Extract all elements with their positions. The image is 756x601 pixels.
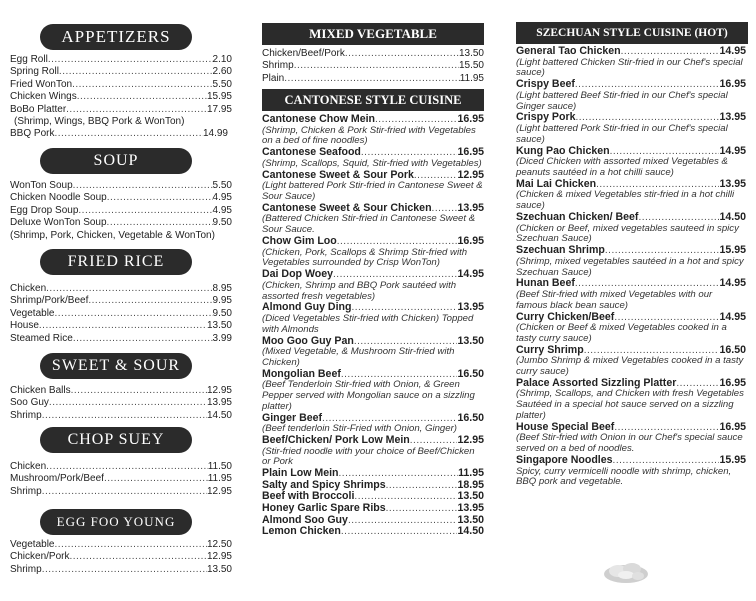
dish-description: (Chicken or Beef, mixed vegetables sauteed in spicy Szechuan Sauce) [516, 222, 739, 245]
menu-item: Shrimp ..... 15.50 [262, 60, 484, 72]
dish-name: Cantonese Chow Mein [262, 113, 376, 125]
menu-item: Vegetable ..... 12.50 [10, 539, 232, 551]
menu-item [516, 422, 746, 455]
dish-description: (Beef Stir-fried with mixed Vegetables with our famous black bean sauce) [516, 288, 713, 311]
dot-leader [621, 46, 720, 58]
dish-price: 16.95 [457, 113, 484, 125]
dish-description: (Light battered Pork Stir-fried in Cantonese Sweet & Sour Sauce) [262, 180, 483, 202]
dish-price: 14.50 [719, 210, 746, 223]
dish-name: Honey Garlic Spare Ribs [262, 502, 386, 515]
menu-item [262, 114, 484, 147]
dish-description: (Light battered Pork Stir-fried in our Chef's special sauce) [516, 122, 728, 145]
dish-price: 13.95 [719, 177, 746, 190]
menu-item: Chicken ..... 8.95 [10, 283, 232, 295]
menu-item [262, 147, 484, 169]
dish-name: General Tao Chicken [516, 45, 621, 57]
dish-price: 13.50 [457, 513, 484, 526]
dot-leader [386, 480, 458, 492]
soup-header: SOUP [40, 148, 192, 174]
menu-item-row [262, 236, 484, 248]
sweet-sour-list [10, 385, 232, 422]
dish-name: Szechuan Shrimp [516, 244, 605, 257]
dish-price: 14.95 [719, 144, 746, 157]
menu-item-row [516, 212, 746, 224]
dish-price: 14.95 [719, 277, 746, 290]
dish-name: Beef with Broccoli [262, 490, 355, 503]
dish-price: 12.95 [457, 168, 484, 181]
menu-item-row [262, 114, 484, 126]
dish-price: 16.50 [457, 367, 484, 380]
dish-name: Cantonese Sweet & Sour Pork [262, 168, 414, 181]
menu-item [516, 345, 746, 378]
dish-description: (Shrimp, mixed vegetables sautéed in a hot and spicy Szechuan Sauce) [516, 255, 744, 278]
menu-item [516, 212, 746, 245]
dish-price: 14.95 [719, 310, 746, 323]
menu-item [262, 503, 484, 515]
dot-leader [341, 526, 458, 538]
dish-description: (Beef Stir-fried with Onion in our Chef's special sauce served on a bed of noodles. [516, 432, 743, 455]
dish-name: House Special Beef [516, 420, 615, 433]
menu-item-row [262, 269, 484, 281]
dish-price: 16.95 [719, 376, 746, 389]
menu-item: Shrimp ..... 13.50 [10, 564, 232, 576]
dish-name: Singapore Noodles [516, 454, 613, 467]
dish-price: 16.95 [719, 78, 746, 91]
dish-price: 16.95 [719, 420, 746, 433]
dish-name: Dai Dop Woey [262, 268, 334, 281]
dish-name: Hunan Beef [516, 277, 575, 290]
menu-item: House ..... 13.50 [10, 320, 232, 332]
menu-item-row [516, 455, 746, 467]
menu-item: Soo Guy ..... 13.95 [10, 397, 232, 409]
dish-name: Crispy Beef [516, 78, 575, 91]
fried-rice-list [10, 283, 232, 345]
menu-item [516, 245, 746, 278]
menu-item [516, 146, 746, 179]
menu-item [516, 455, 746, 488]
dish-name: Ginger Beef [262, 411, 323, 424]
dish-price: 13.95 [719, 111, 746, 124]
appetizers-list [10, 54, 232, 141]
dish-price: 12.95 [457, 434, 484, 447]
dish-description: (Shrimp, Scallops, Squid, Stir-fried with Vegetables) [262, 157, 482, 169]
dish-description: (Battered Chicken Stir-fried in Cantonese Sweet & Sour Sauce. [262, 213, 476, 236]
dish-description: (Diced Vegetables Stir-fried with Chicken) Topped with Almonds [262, 312, 474, 335]
menu-item: Steamed Rice ..... 3.99 [10, 333, 232, 345]
cantonese-list [262, 114, 484, 538]
chop-suey-header: CHOP SUEY [40, 427, 192, 453]
dish-description: (Beef Tenderloin Stir-fried with Onion, & Green Pepper served with Mongolian sauce on a sizzling platter) [262, 379, 475, 412]
dish-price: 13.95 [457, 301, 484, 314]
menu-item: Deluxe WonTon Soup ..... 9.50 [10, 217, 232, 229]
dish-name: Chow Gim Loo [262, 234, 337, 247]
dish-description: (Shrimp, Chicken & Pork Stir-fried with Vegetables on a bed of fine noodles) [262, 124, 476, 147]
menu-item: BBQ Pork ..... 14.99 [10, 128, 228, 140]
menu-item: Chicken/Pork ..... 12.95 [10, 551, 232, 563]
left-column [10, 0, 238, 601]
dot-leader [410, 435, 458, 447]
menu-item: BoBo Platter ..... 17.95 [10, 104, 232, 116]
menu-item [516, 46, 746, 79]
dish-name: Plain Low Mein [262, 467, 339, 480]
dish-name: Lemon Chicken [262, 525, 341, 538]
menu-item: Plain ..... 11.95 [262, 73, 484, 85]
dish-price: 18.95 [457, 478, 484, 491]
dish-name: Kung Pao Chicken [516, 144, 610, 157]
menu-item [516, 378, 746, 422]
menu-item: Egg Drop Soup ..... 4.95 [10, 205, 232, 217]
shrimp-dish-image [602, 558, 650, 584]
dish-price: 14.95 [457, 268, 484, 281]
dot-leader [605, 245, 720, 257]
fried-rice-header: FRIED RICE [40, 249, 192, 275]
right-column [516, 0, 748, 601]
menu-item [262, 336, 484, 369]
menu-item: Fried WonTon ..... 5.50 [10, 79, 232, 91]
dish-description: (Jumbo Shrimp & mixed Vegetables cooked in a tasty curry sauce) [516, 355, 744, 378]
menu-item [262, 236, 484, 269]
menu-item [262, 302, 484, 335]
dish-name: Szechuan Chicken/ Beef [516, 210, 639, 223]
dish-price: 14.95 [719, 45, 746, 57]
dish-price: 16.50 [719, 343, 746, 356]
dot-leader [337, 236, 458, 248]
menu-item: WonTon Soup ..... 5.50 [10, 180, 232, 192]
dish-description: (Diced Chicken with assorted mixed Vegetables & peanuts sautéed in a hot chilli sauce) [516, 156, 728, 178]
dish-name: Mongolian Beef [262, 367, 341, 380]
menu-item: Chicken Noodle Soup ..... 4.95 [10, 192, 232, 204]
dish-description: (Chicken, Pork, Scallops & Shrimp Stir-fried with Vegetables surrounded by Crisp WonTon) [262, 246, 468, 269]
menu-item [262, 369, 484, 413]
middle-column [262, 0, 486, 601]
dish-description: (Mixed Vegetable, & Mushroom Stir-fried with Chicken) [262, 346, 455, 368]
menu-item-row [262, 503, 484, 515]
menu-item [516, 312, 746, 345]
menu-item [516, 112, 746, 145]
mixed-vegetable-list [262, 48, 484, 85]
appetizers-header: APPETIZERS [40, 24, 192, 50]
dish-description: (Light battered Beef Stir-fried in our Chef's special Ginger sauce) [516, 89, 728, 112]
dish-description: (Shrimp, Scallops, and Chicken with fresh Vegetables Sautéed in a special hot sauce served on a sizzling platter) [516, 388, 744, 422]
sweet-sour-header: SWEET & SOUR [40, 353, 192, 379]
mixed-vegetable-header: MIXED VEGETABLE [262, 23, 484, 45]
egg-foo-young-list [10, 539, 232, 576]
dish-name: Beef/Chicken/ Pork Low Mein [262, 434, 410, 447]
egg-foo-young-header: EGG FOO YOUNG [40, 509, 192, 535]
szechuan-header: SZECHUAN STYLE CUISINE (HOT) [516, 22, 748, 44]
dish-description: (Beef tenderloin Stir-Fried with Onion, Ginger) [262, 423, 457, 435]
menu-item-row [262, 526, 484, 538]
menu-item [262, 526, 484, 538]
menu-item: Shrimp ..... 12.95 [10, 486, 232, 498]
cantonese-header: CANTONESE STYLE CUISINE [262, 89, 484, 111]
dish-name: Curry Chicken/Beef [516, 310, 615, 323]
dish-description: (Chicken or Beef & mixed Vegetables cooked in a tasty curry sauce) [516, 322, 727, 344]
chop-suey-list [10, 461, 232, 498]
dish-price: 13.95 [457, 502, 484, 515]
menu-item: Chicken/Beef/Pork ..... 13.50 [262, 48, 484, 60]
menu-item-row [516, 46, 746, 58]
dish-price: 13.95 [457, 201, 484, 214]
menu-item [262, 413, 484, 435]
dish-name: Curry Shrimp [516, 343, 584, 356]
dish-price: 16.50 [457, 411, 484, 424]
dish-price: 14.50 [457, 525, 484, 538]
menu-item-row [516, 245, 746, 257]
menu-item: Chicken Wings ..... 15.95 [10, 91, 232, 103]
menu-item [262, 435, 484, 468]
dish-name: Moo Goo Guy Pan [262, 334, 354, 347]
dish-description: (Stir-fried noodle with your choice of Beef/Chicken or Pork [262, 445, 475, 468]
dot-leader [333, 269, 457, 281]
menu-item [262, 269, 484, 302]
dish-price: 16.95 [457, 146, 484, 159]
menu-item [516, 278, 746, 311]
bobo-note: (Shrimp, Wings, BBQ Pork & WonTon) [14, 116, 185, 128]
dish-name: Cantonese Seafood [262, 146, 361, 159]
menu-item [262, 203, 484, 236]
menu-item: Egg Roll ..... 2.10 [10, 54, 232, 66]
dish-description: (Chicken & mixed Vegetables stir-fried in a hot chilli sauce) [516, 189, 735, 212]
dish-name: Mai Lai Chicken [516, 177, 597, 190]
soup-list [10, 180, 232, 242]
menu-item: Mushroom/Pork/Beef ..... 11.95 [10, 473, 232, 485]
menu-item: Vegetable ..... 9.50 [10, 308, 232, 320]
menu-item [262, 170, 484, 203]
dot-leader [375, 114, 457, 126]
dot-leader [613, 455, 720, 467]
dish-price: 15.95 [719, 454, 746, 467]
dish-name: Salty and Spicy Shrimps [262, 478, 386, 491]
menu-item-row [262, 435, 484, 447]
dish-price: 13.50 [457, 490, 484, 503]
dish-name: Palace Assorted Sizzling Platter [516, 376, 677, 389]
szechuan-list [516, 46, 746, 488]
dot-leader [348, 515, 458, 527]
dish-description: Spicy, curry vermicelli noodle with shrimp, chicken, BBQ pork and vegetable. [516, 465, 732, 488]
soup-note: (Shrimp, Pork, Chicken, Vegetable & WonTon) [10, 229, 215, 241]
dish-description: (Chicken, Shrimp and BBQ Pork sautéed with assorted fresh vegetables) [262, 279, 457, 302]
dish-price: 16.95 [457, 234, 484, 247]
dish-name: Crispy Pork [516, 111, 576, 124]
dish-name: Almond Soo Guy [262, 513, 348, 526]
menu-item [516, 179, 746, 212]
menu-item: Shrimp/Pork/Beef ..... 9.95 [10, 295, 232, 307]
dish-price: 13.50 [457, 334, 484, 347]
dish-price: 15.95 [719, 244, 746, 257]
dish-name: Cantonese Sweet & Sour Chicken [262, 201, 432, 214]
menu-item: Chicken Balls ..... 12.95 [10, 385, 232, 397]
menu-item: Spring Roll ..... 2.60 [10, 66, 232, 78]
menu-item [516, 79, 746, 112]
dish-name: Almond Guy Ding [262, 301, 352, 314]
menu-item: Chicken ..... 11.50 [10, 461, 232, 473]
menu-item: Shrimp ..... 14.50 [10, 410, 232, 422]
dot-leader [638, 212, 719, 224]
dot-leader [386, 503, 458, 515]
dish-description: (Light battered Chicken Stir-fried in our Chef's special sauce) [516, 56, 743, 79]
dish-price: 11.95 [458, 467, 484, 480]
